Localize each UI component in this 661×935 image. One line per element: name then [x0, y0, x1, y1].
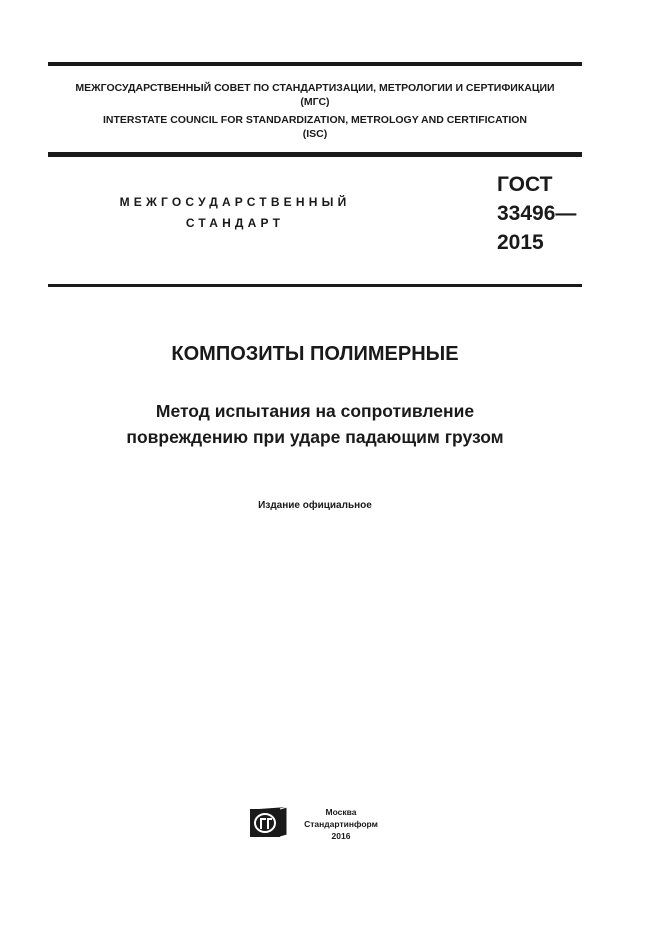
publisher-city: Москва: [325, 807, 357, 817]
subtitle-line1: Метод испытания на сопротивление: [155, 401, 475, 421]
publisher-name: Стандартинформ: [304, 819, 378, 829]
publisher-info: [296, 806, 386, 842]
council-abbr-ru: (МГС): [300, 96, 330, 108]
designation-line2: 33496—: [497, 202, 577, 225]
standard-type-line1: МЕЖГОСУДАРСТВЕННЫЙ: [119, 195, 351, 209]
standard-type: [90, 192, 380, 234]
bottom-rule: [48, 284, 582, 287]
standard-designation: [497, 170, 576, 257]
designation-line1: ГОСТ: [497, 173, 553, 196]
council-abbr-en: (ISC): [302, 128, 328, 140]
council-name-en-line1: INTERSTATE COUNCIL FOR STANDARDIZATION, METROLOGY AND CERTIFICATION: [102, 114, 528, 126]
top-rule: [48, 62, 582, 66]
council-name-en: [48, 113, 582, 141]
designation-line3: 2015: [497, 231, 544, 254]
publisher-year: 2016: [331, 831, 351, 841]
middle-rule: [48, 152, 582, 157]
council-name-ru-line1: МЕЖГОСУДАРСТВЕННЫЙ СОВЕТ ПО СТАНДАРТИЗАЦИИ, МЕТРОЛОГИИ И СЕРТИФИКАЦИИ: [75, 82, 555, 94]
standard-type-line2: СТАНДАРТ: [185, 216, 285, 230]
document-subtitle: [48, 398, 582, 450]
document-title: КОМПОЗИТЫ ПОЛИМЕРНЫЕ: [171, 343, 459, 365]
standartinform-logo-icon: [249, 806, 289, 838]
subtitle-line2: повреждению при ударе падающим грузом: [126, 427, 504, 447]
edition-label: Издание официальное: [258, 500, 372, 511]
council-name-ru: [48, 81, 582, 109]
